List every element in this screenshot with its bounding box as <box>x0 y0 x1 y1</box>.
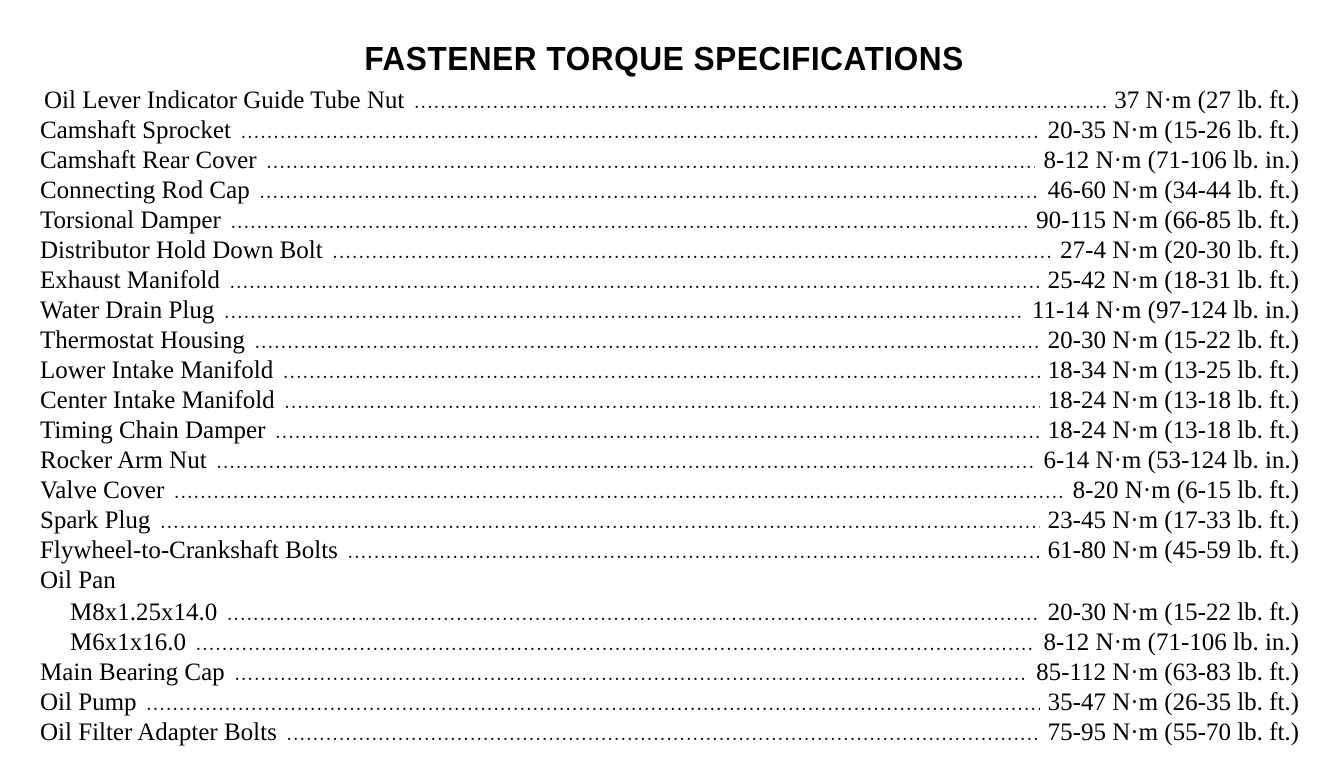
specification-label: Lower Intake Manifold <box>40 356 283 386</box>
dot-leader <box>260 178 1040 206</box>
specification-label: Thermostat Housing <box>40 326 255 356</box>
torque-value: 11-14 N·m (97-124 lb. in.) <box>1024 296 1299 326</box>
specification-row <box>40 446 1299 476</box>
torque-value: 85-112 N·m (63-83 lb. ft.) <box>1028 658 1299 688</box>
specification-label: Rocker Arm Nut <box>40 446 217 476</box>
dot-leader <box>227 600 1039 628</box>
dot-leader <box>267 148 1036 176</box>
specification-row <box>40 718 1299 748</box>
dot-leader <box>275 418 1039 446</box>
torque-value: 27-4 N·m (20-30 lb. ft.) <box>1052 236 1299 266</box>
torque-value: 25-42 N·m (18-31 lb. ft.) <box>1040 266 1299 296</box>
dot-leader <box>285 388 1040 416</box>
specification-label: Camshaft Rear Cover <box>40 146 267 176</box>
specification-label: Camshaft Sprocket <box>40 116 241 146</box>
specification-label: Flywheel-to-Crankshaft Bolts <box>40 536 348 566</box>
dot-leader <box>333 238 1053 266</box>
torque-value: 20-30 N·m (15-22 lb. ft.) <box>1040 326 1299 356</box>
page-title: FASTENER TORQUE SPECIFICATIONS <box>364 40 964 78</box>
torque-value: 20-35 N·m (15-26 lb. ft.) <box>1040 116 1299 146</box>
dot-leader <box>241 118 1040 146</box>
specification-label: M6x1x16.0 <box>70 628 196 658</box>
specification-row <box>40 356 1299 386</box>
specification-row <box>40 206 1299 236</box>
specification-label: M8x1.25x14.0 <box>70 598 227 628</box>
torque-value: 18-24 N·m (13-18 lb. ft.) <box>1040 386 1299 416</box>
dot-leader <box>283 358 1039 386</box>
dot-leader <box>174 478 1064 506</box>
torque-value: 8-20 N·m (6-15 lb. ft.) <box>1065 476 1299 506</box>
specification-label: Distributor Hold Down Bolt <box>40 236 333 266</box>
specification-label: Timing Chain Damper <box>40 416 275 446</box>
torque-value: 37 N·m (27 lb. ft.) <box>1106 86 1299 116</box>
torque-value: 90-115 N·m (66-85 lb. ft.) <box>1028 206 1299 236</box>
specification-row <box>40 296 1299 326</box>
torque-value: 6-14 N·m (53-124 lb. in.) <box>1035 446 1299 476</box>
torque-specification-list <box>40 86 1299 748</box>
specification-label: Oil Filter Adapter Bolts <box>40 718 287 748</box>
dot-leader <box>230 268 1040 296</box>
specification-label: Exhaust Manifold <box>40 266 230 296</box>
torque-value: 18-34 N·m (13-25 lb. ft.) <box>1040 356 1299 386</box>
torque-value: 8-12 N·m (71-106 lb. in.) <box>1035 628 1299 658</box>
specification-label: Center Intake Manifold <box>40 386 285 416</box>
specification-label: Connecting Rod Cap <box>40 176 260 206</box>
specification-label: Main Bearing Cap <box>40 658 235 688</box>
specification-row <box>40 386 1299 416</box>
specification-row <box>40 146 1299 176</box>
torque-value: 35-47 N·m (26-35 lb. ft.) <box>1040 688 1299 718</box>
specification-row <box>40 476 1299 506</box>
dot-leader <box>147 690 1040 718</box>
specification-row <box>40 536 1299 566</box>
specification-row <box>40 176 1299 206</box>
dot-leader <box>196 630 1035 658</box>
dot-leader <box>235 660 1028 688</box>
oil-pan-group-heading <box>40 566 1299 596</box>
dot-leader <box>348 538 1040 566</box>
specification-label: Water Drain Plug <box>40 296 224 326</box>
torque-value: 61-80 N·m (45-59 lb. ft.) <box>1040 536 1299 566</box>
torque-value: 20-30 N·m (15-22 lb. ft.) <box>1040 598 1299 628</box>
specification-row <box>40 236 1299 266</box>
specification-label: Torsional Damper <box>40 206 231 236</box>
torque-value: 46-60 N·m (34-44 lb. ft.) <box>1040 176 1299 206</box>
torque-value: 23-45 N·m (17-33 lb. ft.) <box>1040 506 1299 536</box>
dot-leader <box>255 328 1040 356</box>
dot-leader <box>160 508 1039 536</box>
specification-row <box>40 506 1299 536</box>
dot-leader <box>224 298 1024 326</box>
specification-row <box>40 658 1299 688</box>
oil-pan-specification-row <box>40 598 1299 628</box>
specification-row <box>40 116 1299 146</box>
specification-label: Oil Pump <box>40 688 147 718</box>
torque-value: 75-95 N·m (55-70 lb. ft.) <box>1040 718 1299 748</box>
dot-leader <box>414 88 1106 116</box>
specification-row <box>40 688 1299 718</box>
specification-label: Spark Plug <box>40 506 160 536</box>
dot-leader <box>231 208 1028 236</box>
specification-row <box>40 326 1299 356</box>
specification-row <box>40 86 1299 116</box>
dot-leader <box>217 448 1036 476</box>
specification-label: Valve Cover <box>40 476 174 506</box>
oil-pan-specification-row <box>40 628 1299 658</box>
torque-value: 18-24 N·m (13-18 lb. ft.) <box>1040 416 1299 446</box>
dot-leader <box>287 720 1040 748</box>
specification-label: Oil Lever Indicator Guide Tube Nut <box>44 86 414 116</box>
specification-row <box>40 416 1299 446</box>
specification-group-label: Oil Pan <box>40 566 126 596</box>
torque-value: 8-12 N·m (71-106 lb. in.) <box>1035 146 1299 176</box>
specification-row <box>40 266 1299 296</box>
